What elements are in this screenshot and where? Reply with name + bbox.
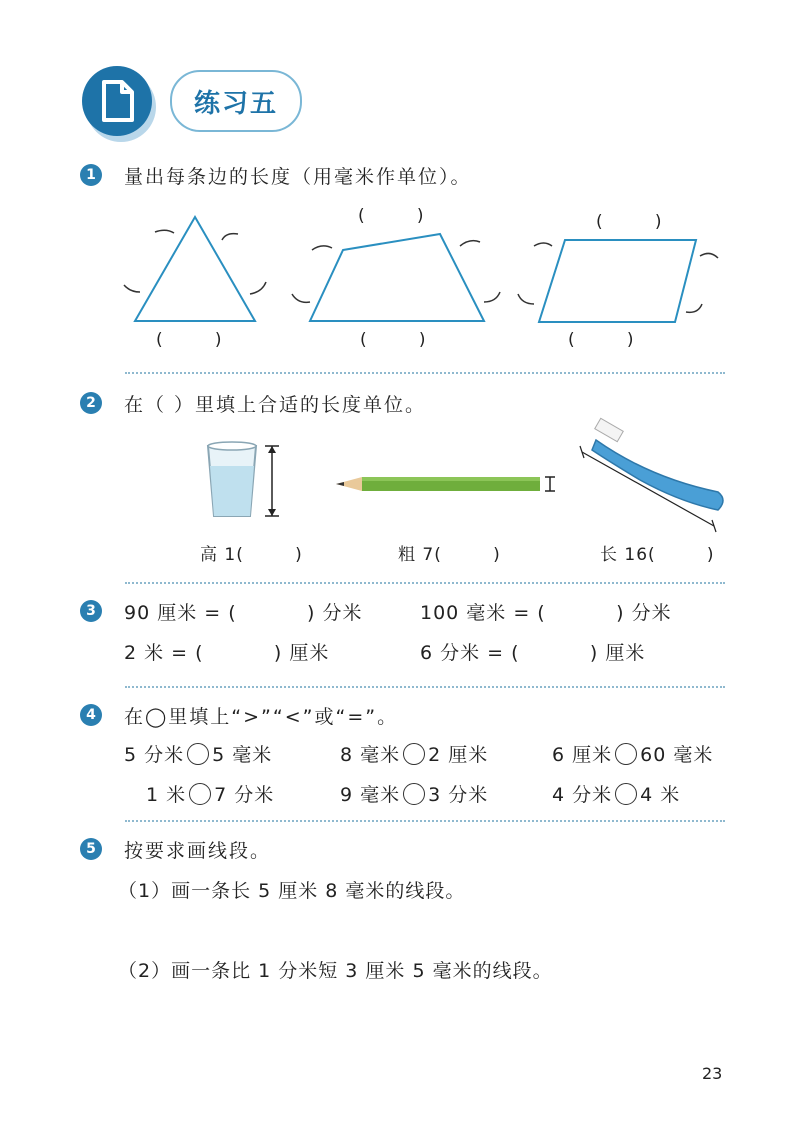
question-number-3: 3	[80, 600, 102, 622]
divider	[125, 582, 725, 584]
trapezoid-top-blank[interactable]: ( )	[358, 206, 425, 226]
question-1-text: 量出每条边的长度（用毫米作单位）。	[124, 166, 472, 188]
compare-right: 2 厘米	[428, 744, 489, 766]
compare-left: 9 毫米	[340, 784, 401, 806]
compare-circle-blank[interactable]	[189, 783, 211, 805]
compare-right: 3 分米	[428, 784, 489, 806]
q3-item-4[interactable]: 6 分米 = ( ) 厘米	[420, 642, 646, 664]
compare-item-5	[340, 780, 488, 807]
q3-item-1[interactable]: 90 厘米 = ( ) 分米	[124, 602, 363, 624]
question-number-1: 1	[80, 164, 102, 186]
parallelogram-top-blank[interactable]: ( )	[596, 212, 663, 232]
divider	[125, 686, 725, 688]
compare-circle-blank[interactable]	[187, 743, 209, 765]
q3-item-2[interactable]: 100 毫米 = ( ) 分米	[420, 602, 672, 624]
compare-left: 5 分米	[124, 744, 185, 766]
question-number-2: 2	[80, 392, 102, 414]
q3-item-3[interactable]: 2 米 = ( ) 厘米	[124, 642, 330, 664]
question-5-text: 按要求画线段。	[124, 840, 272, 862]
compare-right: 7 分米	[214, 784, 275, 806]
triangle-bottom-blank[interactable]: ( )	[156, 330, 223, 350]
question-number-4: 4	[80, 704, 102, 726]
parallelogram-bottom-blank[interactable]: ( )	[568, 330, 635, 350]
q2-pictures	[0, 0, 800, 560]
question-number-5: 5	[80, 838, 102, 860]
compare-left: 8 毫米	[340, 744, 401, 766]
q5-sub-1: （1）画一条长 5 厘米 8 毫米的线段。	[118, 880, 466, 902]
question-2-text: 在（ ）里填上合适的长度单位。	[124, 394, 427, 416]
compare-item-3	[552, 740, 713, 767]
compare-left: 4 分米	[552, 784, 613, 806]
pencil-picture	[336, 477, 555, 491]
pencil-thickness-label[interactable]: 粗 7( )	[398, 545, 501, 565]
divider	[125, 820, 725, 822]
compare-circle-blank[interactable]	[615, 743, 637, 765]
glass-height-label[interactable]: 高 1( )	[200, 545, 303, 565]
compare-circle-blank[interactable]	[615, 783, 637, 805]
toothbrush-picture	[580, 418, 723, 532]
compare-circle-blank[interactable]	[403, 743, 425, 765]
compare-right: 5 毫米	[212, 744, 273, 766]
compare-item-6	[552, 780, 680, 807]
trapezoid-bottom-blank[interactable]: ( )	[360, 330, 427, 350]
toothbrush-length-label[interactable]: 长 16( )	[600, 545, 715, 565]
compare-item-2	[340, 740, 488, 767]
compare-item-4	[146, 780, 274, 807]
compare-right: 4 米	[640, 784, 681, 806]
compare-left: 1 米	[146, 784, 187, 806]
compare-item-1	[124, 740, 272, 767]
q5-sub-2: （2）画一条比 1 分米短 3 厘米 5 毫米的线段。	[118, 960, 553, 982]
question-4-text: 在◯里填上“>”“<”或“=”。	[124, 706, 399, 728]
page-title: 练习五	[170, 70, 302, 132]
compare-right: 60 毫米	[640, 744, 714, 766]
compare-circle-blank[interactable]	[403, 783, 425, 805]
page-number: 23	[702, 1064, 723, 1083]
compare-left: 6 厘米	[552, 744, 613, 766]
glass-picture	[208, 442, 279, 516]
